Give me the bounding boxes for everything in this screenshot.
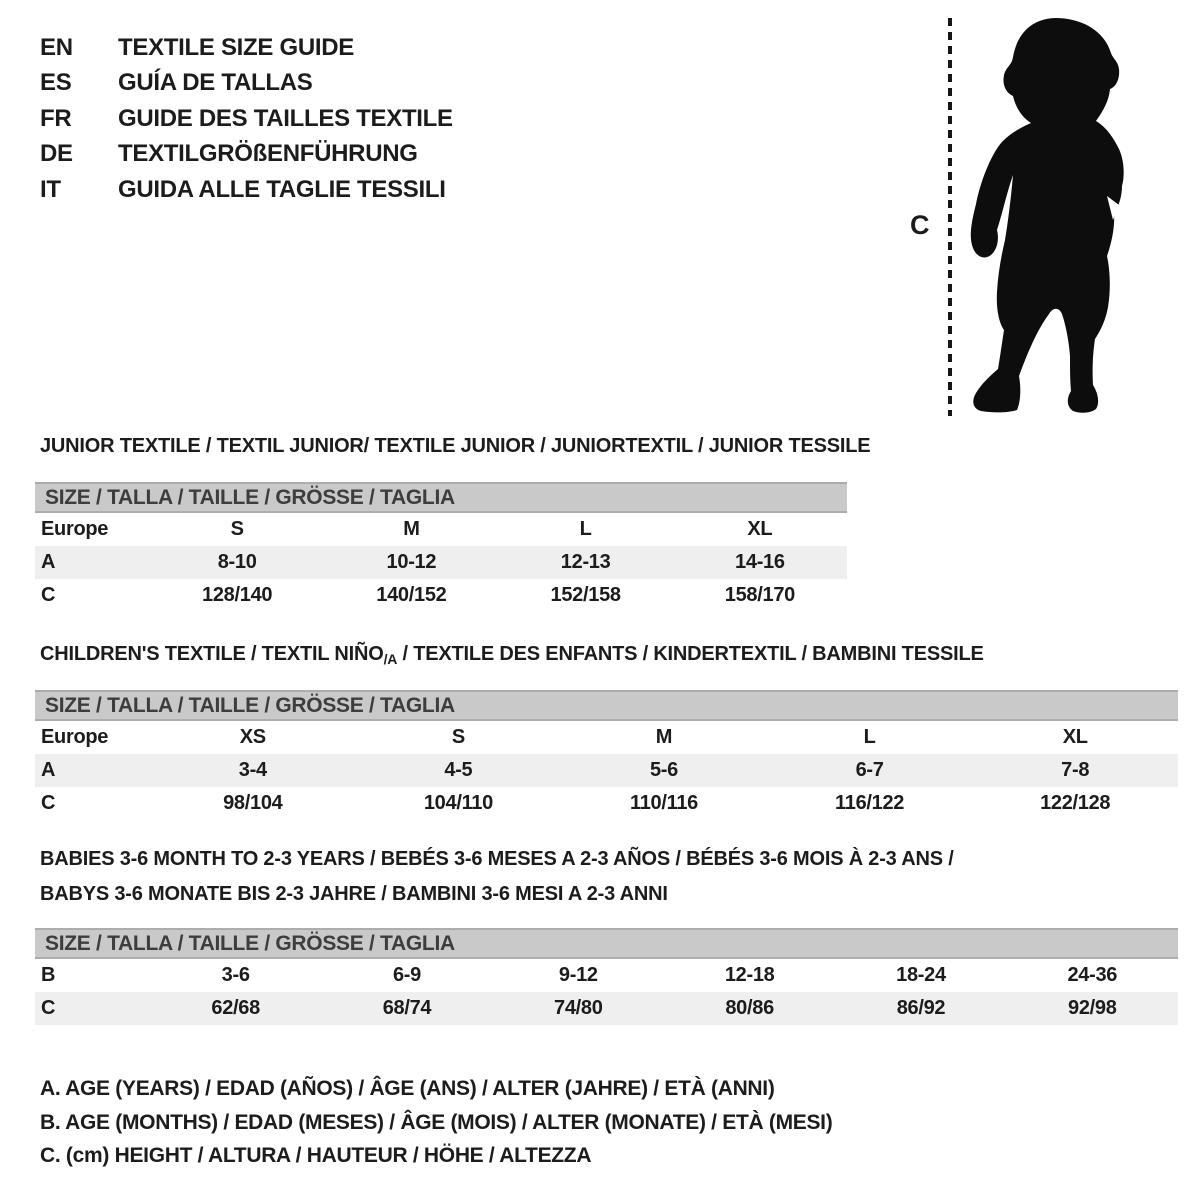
age-cell: 3-6 bbox=[221, 964, 250, 986]
row-label: C bbox=[41, 997, 56, 1019]
children-size-table bbox=[35, 690, 1178, 820]
junior-section-title bbox=[40, 435, 870, 458]
page-title-it: GUIDA ALLE TAGLIE TESSILI bbox=[118, 175, 446, 203]
children-title-sub: /A bbox=[383, 651, 398, 667]
height-cell: 152/158 bbox=[550, 584, 621, 606]
lang-row-it bbox=[40, 172, 453, 208]
measurement-legend bbox=[40, 1072, 832, 1173]
junior-size-table bbox=[35, 482, 847, 612]
height-cell: 98/104 bbox=[223, 792, 283, 814]
size-cell: M bbox=[655, 726, 673, 748]
lang-row-es bbox=[40, 66, 453, 102]
age-cell: 24-36 bbox=[1067, 964, 1118, 986]
language-title-block bbox=[40, 30, 453, 208]
table-row-europe bbox=[35, 513, 847, 546]
age-cell: 3-4 bbox=[238, 759, 267, 781]
row-label: A bbox=[41, 551, 56, 573]
age-cell: 12-18 bbox=[724, 964, 775, 986]
lang-code: ES bbox=[40, 69, 72, 97]
size-cell: XS bbox=[239, 726, 266, 748]
size-cell: S bbox=[230, 518, 244, 540]
height-cell: 74/80 bbox=[554, 997, 603, 1019]
children-title-pre: CHILDREN'S TEXTILE / TEXTIL NIÑO bbox=[40, 643, 384, 665]
babies-section-title bbox=[40, 842, 954, 912]
height-measure-dashed-line bbox=[948, 18, 952, 416]
page-title-de: TEXTILGRÖßENFÜHRUNG bbox=[118, 140, 418, 168]
table-row-height bbox=[35, 579, 847, 612]
height-cell: 104/110 bbox=[423, 792, 493, 814]
height-cell: 86/92 bbox=[896, 997, 946, 1019]
height-cell: 128/140 bbox=[202, 584, 273, 606]
age-cell: 14-16 bbox=[735, 551, 785, 573]
lang-row-de bbox=[40, 137, 453, 173]
page-title-fr: GUIDE DES TAILLES TEXTILE bbox=[118, 104, 453, 132]
height-cell: 140/152 bbox=[376, 584, 447, 606]
row-label: Europe bbox=[41, 518, 109, 540]
babies-size-table bbox=[35, 928, 1178, 1025]
height-cell: 158/170 bbox=[724, 584, 795, 606]
height-cell: 62/68 bbox=[211, 997, 260, 1019]
height-cell: 116/122 bbox=[835, 792, 905, 814]
legend-line-c: C. (cm) HEIGHT / ALTURA / HAUTEUR / HÖHE / ALTEZZA bbox=[40, 1144, 592, 1167]
lang-code: FR bbox=[40, 104, 72, 132]
size-cell: M bbox=[403, 518, 420, 540]
babies-title-line2: BABYS 3-6 MONATE BIS 2-3 JAHRE / BAMBINI 3-6 MESI A 2-3 ANNI bbox=[40, 883, 668, 905]
legend-line-b: B. AGE (MONTHS) / EDAD (MESES) / ÂGE (MOIS) / ALTER (MONATE) / ETÀ (MESI) bbox=[40, 1110, 833, 1134]
size-header-band: SIZE / TALLA / TAILLE / GRÖSSE / TAGLIA bbox=[35, 928, 1178, 959]
page-title-es: GUÍA DE TALLAS bbox=[118, 69, 313, 97]
size-cell: L bbox=[863, 726, 876, 748]
lang-code: EN bbox=[40, 33, 73, 61]
page-title: TEXTILE SIZE GUIDE bbox=[118, 33, 354, 61]
size-header-band: SIZE / TALLA / TAILLE / GRÖSSE / TAGLIA bbox=[35, 482, 847, 513]
table-row-age bbox=[35, 754, 1178, 787]
lang-code: IT bbox=[40, 175, 61, 203]
age-cell: 5-6 bbox=[649, 759, 678, 781]
measure-c-label: C bbox=[910, 210, 930, 240]
lang-row-en bbox=[40, 30, 453, 66]
age-cell: 7-8 bbox=[1061, 759, 1090, 781]
age-cell: 6-9 bbox=[392, 964, 421, 986]
size-cell: L bbox=[579, 518, 592, 540]
height-cell: 80/86 bbox=[725, 997, 774, 1019]
size-header-band: SIZE / TALLA / TAILLE / GRÖSSE / TAGLIA bbox=[35, 690, 1178, 721]
height-cell: 110/116 bbox=[629, 792, 698, 814]
lang-row-fr bbox=[40, 101, 453, 137]
legend-line-a: A. AGE (YEARS) / EDAD (AÑOS) / ÂGE (ANS) / ALTER (JAHRE) / ETÀ (ANNI) bbox=[40, 1077, 775, 1100]
height-cell: 92/98 bbox=[1068, 997, 1117, 1019]
age-cell: 18-24 bbox=[896, 964, 946, 986]
age-cell: 10-12 bbox=[386, 551, 437, 573]
row-label: C bbox=[41, 792, 56, 814]
table-row-age-months bbox=[35, 959, 1178, 992]
size-cell: S bbox=[451, 726, 465, 748]
age-cell: 4-5 bbox=[444, 759, 473, 781]
size-cell: XL bbox=[747, 518, 773, 540]
children-section-title bbox=[40, 643, 984, 667]
lang-code: DE bbox=[40, 140, 73, 168]
table-row-height bbox=[35, 787, 1178, 820]
table-row-age bbox=[35, 546, 847, 579]
age-cell: 9-12 bbox=[558, 964, 598, 986]
row-label: Europe bbox=[41, 726, 109, 748]
age-cell: 6-7 bbox=[855, 759, 884, 781]
age-cell: 8-10 bbox=[217, 551, 257, 573]
height-cell: 122/128 bbox=[1040, 792, 1111, 814]
children-title-post: / TEXTILE DES ENFANTS / KINDERTEXTIL / BAMBINI TESSILE bbox=[397, 643, 984, 665]
age-cell: 12-13 bbox=[560, 551, 611, 573]
row-label: B bbox=[41, 964, 56, 986]
size-cell: XL bbox=[1062, 726, 1088, 748]
table-row-height bbox=[35, 992, 1178, 1025]
row-label: A bbox=[41, 759, 56, 781]
table-row-europe bbox=[35, 721, 1178, 754]
height-cell: 68/74 bbox=[382, 997, 432, 1019]
junior-title-text: JUNIOR TEXTILE / TEXTIL JUNIOR/ TEXTILE JUNIOR / JUNIORTEXTIL / JUNIOR TESSILE bbox=[40, 435, 871, 457]
babies-title-line1: BABIES 3-6 MONTH TO 2-3 YEARS / BEBÉS 3-6 MESES A 2-3 AÑOS / BÉBÉS 3-6 MOIS À 2-3 ANS / bbox=[40, 848, 954, 870]
toddler-silhouette-icon bbox=[958, 12, 1138, 414]
row-label: C bbox=[41, 584, 56, 606]
